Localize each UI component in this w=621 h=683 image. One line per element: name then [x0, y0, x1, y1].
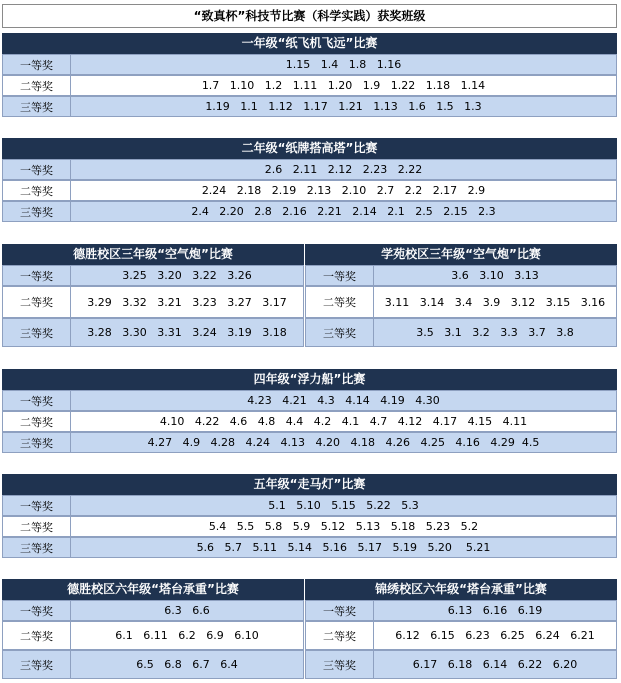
class-list: 5.1 5.10 5.15 5.22 5.3 [268, 499, 419, 512]
section-header-grade5: 五年级“走马灯”比赛 [2, 474, 617, 495]
award-row-second [2, 286, 304, 318]
award-label: 二等奖 [306, 622, 374, 649]
section-header-grade3-xueyuan: 学苑校区三年级“空气炮”比赛 [305, 244, 617, 265]
award-label: 三等奖 [3, 97, 71, 116]
award-label: 一等奖 [3, 601, 71, 620]
award-row-third [2, 432, 617, 453]
award-label: 三等奖 [3, 651, 71, 678]
award-label: 三等奖 [306, 651, 374, 678]
award-row-third [305, 318, 617, 347]
award-label: 三等奖 [3, 319, 71, 346]
award-row-third [2, 201, 617, 222]
class-list: 1.19 1.1 1.12 1.17 1.21 1.13 1.6 1.5 1.3 [205, 100, 482, 113]
award-label: 一等奖 [3, 391, 71, 410]
class-list: 6.17 6.18 6.14 6.22 6.20 [412, 658, 578, 671]
award-label: 一等奖 [306, 266, 374, 285]
award-row-first [305, 600, 617, 621]
award-row-third [2, 650, 304, 679]
class-list: 3.6 3.10 3.13 [451, 269, 539, 282]
award-label: 三等奖 [3, 538, 71, 557]
award-row-second [305, 621, 617, 650]
class-list: 2.6 2.11 2.12 2.23 2.22 [264, 163, 423, 176]
award-row-first [2, 495, 617, 516]
award-label: 三等奖 [306, 319, 374, 346]
section-header-grade1: 一年级“纸飞机飞远”比赛 [2, 33, 617, 54]
section-header-grade2: 二年级“纸牌搭高塔”比赛 [2, 138, 617, 159]
award-row-second [2, 516, 617, 537]
class-list: 5.6 5.7 5.11 5.14 5.16 5.17 5.19 5.20 5.21 [196, 541, 491, 554]
class-list: 4.23 4.21 4.3 4.14 4.19 4.30 [247, 394, 440, 407]
class-list: 3.5 3.1 3.2 3.3 3.7 3.8 [416, 326, 574, 339]
award-row-second [2, 621, 304, 650]
class-list: 5.4 5.5 5.8 5.9 5.12 5.13 5.18 5.23 5.2 [208, 520, 479, 533]
class-list: 3.28 3.30 3.31 3.24 3.19 3.18 [87, 326, 287, 339]
class-list: 6.12 6.15 6.23 6.25 6.24 6.21 [395, 629, 595, 642]
award-row-second [2, 411, 617, 432]
award-label: 一等奖 [3, 55, 71, 74]
section-header-grade6-jinxiu: 锦绣校区六年级“塔台承重”比赛 [305, 579, 617, 600]
award-row-first [2, 600, 304, 621]
class-list: 1.7 1.10 1.2 1.11 1.20 1.9 1.22 1.18 1.14 [201, 79, 486, 92]
award-row-first [2, 265, 304, 286]
page-title: “致真杯”科技节比赛（科学实践）获奖班级 [2, 4, 617, 28]
award-label: 一等奖 [306, 601, 374, 620]
award-row-third [2, 537, 617, 558]
class-list: 6.1 6.11 6.2 6.9 6.10 [115, 629, 259, 642]
class-list: 3.11 3.14 3.4 3.9 3.12 3.15 3.16 [384, 295, 606, 309]
award-row-third [305, 650, 617, 679]
class-list: 4.27 4.9 4.28 4.24 4.13 4.20 4.18 4.26 4.25 4.16 4.29 4.5 [147, 436, 540, 449]
award-label: 二等奖 [3, 287, 71, 317]
award-label: 三等奖 [3, 433, 71, 452]
class-list: 3.29 3.32 3.21 3.23 3.27 3.17 [87, 295, 287, 309]
section-header-grade6-desheng: 德胜校区六年级“塔台承重”比赛 [2, 579, 304, 600]
class-list: 4.10 4.22 4.6 4.8 4.4 4.2 4.1 4.7 4.12 4.17 4.15 4.11 [159, 415, 528, 428]
award-label: 一等奖 [3, 266, 71, 285]
award-row-second [2, 75, 617, 96]
award-label: 一等奖 [3, 496, 71, 515]
class-list: 6.13 6.16 6.19 [447, 604, 543, 617]
award-label: 三等奖 [3, 202, 71, 221]
class-list: 3.25 3.20 3.22 3.26 [122, 269, 252, 282]
award-label: 二等奖 [3, 622, 71, 649]
class-list: 6.3 6.6 [164, 604, 210, 617]
award-label: 二等奖 [3, 181, 71, 200]
award-row-third [2, 96, 617, 117]
award-label: 二等奖 [306, 287, 374, 317]
class-list: 6.5 6.8 6.7 6.4 [136, 658, 238, 671]
award-row-first [2, 54, 617, 75]
award-label: 二等奖 [3, 412, 71, 431]
award-label: 二等奖 [3, 76, 71, 95]
class-list: 2.4 2.20 2.8 2.16 2.21 2.14 2.1 2.5 2.15 2.3 [191, 205, 496, 218]
award-row-second [305, 286, 617, 318]
award-row-first [2, 390, 617, 411]
award-label: 一等奖 [3, 160, 71, 179]
section-header-grade3-desheng: 德胜校区三年级“空气炮”比赛 [2, 244, 304, 265]
award-row-second [2, 180, 617, 201]
class-list: 1.15 1.4 1.8 1.16 [285, 58, 402, 71]
award-label: 二等奖 [3, 517, 71, 536]
class-list: 2.24 2.18 2.19 2.13 2.10 2.7 2.2 2.17 2.9 [201, 184, 486, 197]
award-row-first [2, 159, 617, 180]
section-header-grade4: 四年级“浮力船”比赛 [2, 369, 617, 390]
award-row-third [2, 318, 304, 347]
award-row-first [305, 265, 617, 286]
